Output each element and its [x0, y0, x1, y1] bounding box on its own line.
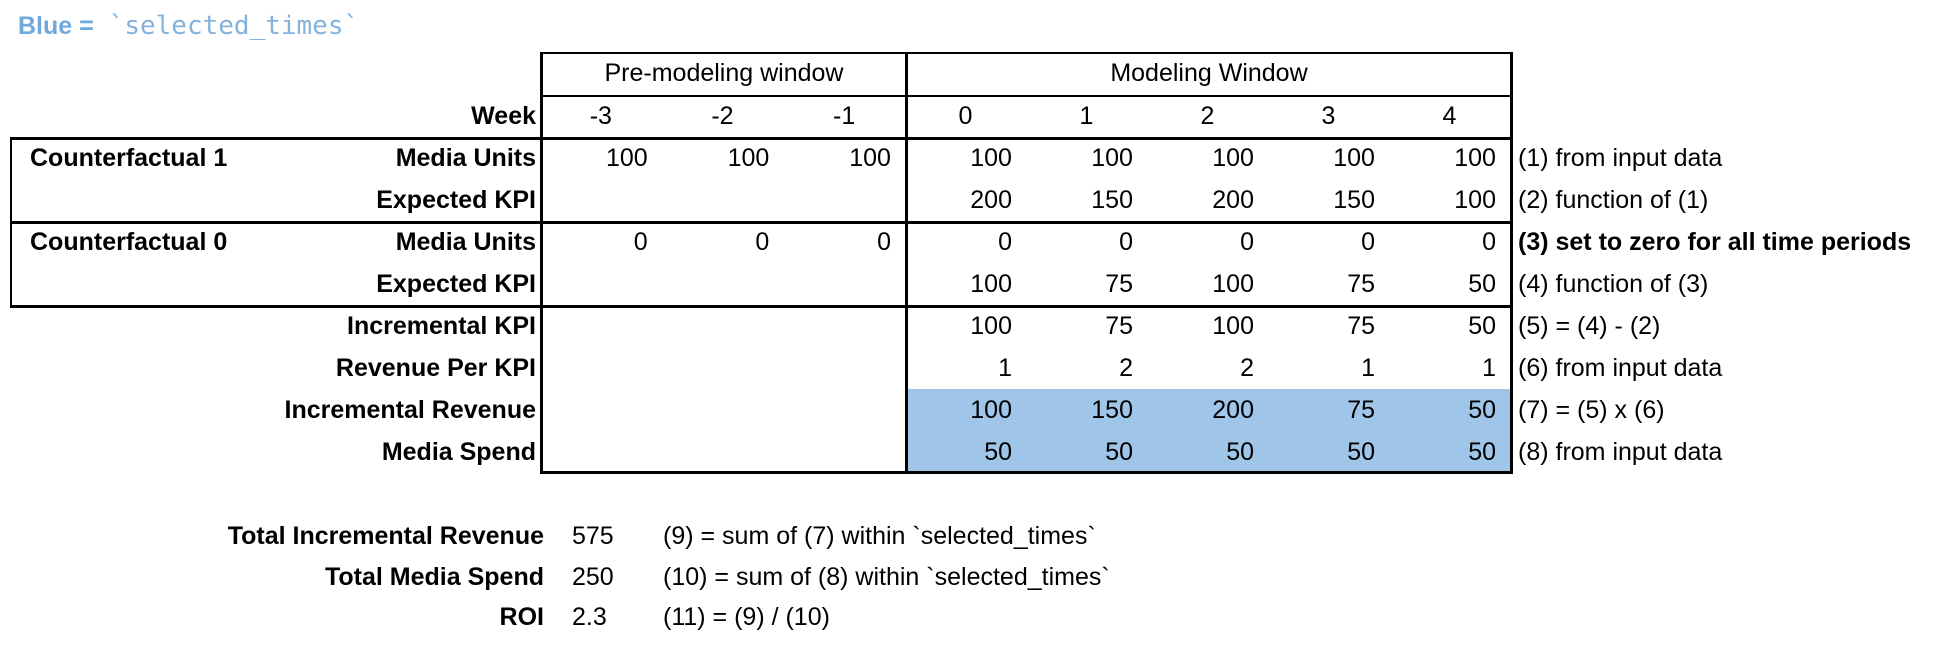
- week-row-label: [10, 95, 536, 137]
- summary-value-total-incremental-revenue: 575: [572, 522, 614, 550]
- week-tick: 4: [1442, 102, 1457, 130]
- group-label-counterfactual-1: Counterfactual 1: [30, 144, 228, 172]
- data-cell: 0: [877, 228, 891, 256]
- row-label: Media Spend: [381, 438, 536, 466]
- row-labels: [10, 389, 536, 431]
- row-labels: [10, 305, 536, 347]
- data-cell: 0: [633, 228, 648, 256]
- data-cell: 0: [998, 228, 1012, 256]
- data-cell: 200: [970, 186, 1012, 214]
- row-labels: [10, 347, 536, 389]
- table-row: [540, 305, 1510, 347]
- data-cell: 50: [1105, 438, 1133, 466]
- row-label: Expected KPI: [376, 186, 536, 214]
- row-label: Incremental Revenue: [284, 396, 536, 424]
- data-cell: 200: [1212, 396, 1254, 424]
- data-cell: 0: [1119, 228, 1133, 256]
- summary-formula-10: (10) = sum of (8) within `selected_times`: [663, 563, 1110, 591]
- caption-prefix: Blue =: [18, 12, 94, 40]
- pre-modeling-window-header: Pre-modeling window: [604, 59, 844, 87]
- empty-pre-cells: [540, 431, 905, 473]
- data-cell: 150: [1091, 186, 1133, 214]
- row-labels: [10, 137, 536, 179]
- data-cell: 1: [998, 354, 1012, 382]
- data-cell: 100: [1212, 270, 1254, 298]
- week-tick: 1: [1079, 102, 1094, 130]
- empty-pre-cells: [540, 389, 905, 431]
- summary-label-roi: ROI: [499, 603, 544, 631]
- data-cell: 50: [1468, 312, 1496, 340]
- row-labels: [10, 263, 536, 305]
- data-cell: 0: [1361, 228, 1375, 256]
- data-cell: 50: [1468, 270, 1496, 298]
- data-cell: 0: [1482, 228, 1496, 256]
- empty-pre-cells: [540, 347, 905, 389]
- summary-value-total-media-spend: 250: [572, 563, 614, 591]
- data-cell: 100: [605, 144, 648, 172]
- summary-label-total-media-spend: Total Media Spend: [325, 563, 544, 591]
- row-labels: [10, 179, 536, 221]
- row-annotation: (7) = (5) x (6): [1518, 396, 1665, 424]
- week-tick: 0: [958, 102, 973, 130]
- caption-selected-times-code: `selected_times`: [108, 11, 360, 41]
- table-row-highlighted: [540, 389, 1510, 431]
- data-cell: 75: [1347, 396, 1375, 424]
- group-label-counterfactual-0: Counterfactual 0: [30, 228, 228, 256]
- data-cell: 50: [984, 438, 1012, 466]
- row-annotation: (6) from input data: [1518, 354, 1723, 382]
- row-labels: [10, 221, 536, 263]
- week-tick: -1: [833, 102, 856, 130]
- data-cell: 1: [1482, 354, 1496, 382]
- summary-value-roi: 2.3: [572, 603, 607, 631]
- row-annotation: (5) = (4) - (2): [1518, 312, 1661, 340]
- data-cell: 100: [970, 396, 1012, 424]
- table-row: [540, 179, 1510, 221]
- row-annotation: (8) from input data: [1518, 438, 1723, 466]
- data-cell: 50: [1468, 396, 1496, 424]
- data-cell: 0: [755, 228, 770, 256]
- row-label: Expected KPI: [376, 270, 536, 298]
- data-cell: 75: [1105, 270, 1133, 298]
- row-label: Incremental KPI: [347, 312, 536, 340]
- data-cell: 2: [1119, 354, 1133, 382]
- data-cell: 100: [727, 144, 770, 172]
- row-label: Media Units: [395, 144, 536, 172]
- row-labels: [10, 431, 536, 473]
- row-annotation: (3) set to zero for all time periods: [1518, 228, 1912, 256]
- data-cell: 75: [1105, 312, 1133, 340]
- data-cell: 200: [1212, 186, 1254, 214]
- table-row: [540, 347, 1510, 389]
- data-cell: 150: [1333, 186, 1375, 214]
- summary-label-total-incremental-revenue: Total Incremental Revenue: [227, 522, 544, 550]
- summary-formula-9: (9) = sum of (7) within `selected_times`: [663, 522, 1096, 550]
- data-cell: 50: [1468, 438, 1496, 466]
- modeling-window-header: Modeling Window: [1110, 59, 1308, 87]
- data-cell: 100: [970, 270, 1012, 298]
- data-cell: 50: [1347, 438, 1375, 466]
- week-tick: 3: [1321, 102, 1336, 130]
- table-row: [540, 263, 1510, 305]
- data-cell: 100: [970, 144, 1012, 172]
- empty-pre-cells: [540, 263, 905, 305]
- row-annotation: (2) function of (1): [1518, 186, 1709, 214]
- data-cell: 50: [1226, 438, 1254, 466]
- data-cell: 100: [1212, 144, 1254, 172]
- week-row: [540, 95, 1510, 137]
- data-cell: 100: [1212, 312, 1254, 340]
- data-cell: 75: [1347, 270, 1375, 298]
- data-cell: 100: [970, 312, 1012, 340]
- empty-pre-cells: [540, 305, 905, 347]
- summary-formula-11: (11) = (9) / (10): [663, 603, 830, 631]
- data-cell: 1: [1361, 354, 1375, 382]
- week-tick: -3: [589, 102, 612, 130]
- data-cell: 100: [1454, 186, 1496, 214]
- row-label: Revenue Per KPI: [335, 354, 536, 382]
- row-annotation: (1) from input data: [1518, 144, 1723, 172]
- data-cell: 100: [849, 144, 891, 172]
- data-cell: 75: [1347, 312, 1375, 340]
- row-annotation: (4) function of (3): [1518, 270, 1709, 298]
- week-tick: -2: [711, 102, 734, 130]
- caption: [18, 8, 359, 44]
- empty-pre-cells: [540, 179, 905, 221]
- row-label: Media Units: [395, 228, 536, 256]
- data-cell: 100: [1333, 144, 1375, 172]
- data-cell: 100: [1091, 144, 1133, 172]
- week-label: Week: [471, 102, 536, 130]
- table-row: [540, 221, 1510, 263]
- border-vertical-right: [1510, 52, 1513, 473]
- data-cell: 150: [1091, 396, 1133, 424]
- data-cell: 2: [1240, 354, 1254, 382]
- table-row-highlighted: [540, 431, 1510, 473]
- data-cell: 100: [1454, 144, 1496, 172]
- week-tick: 2: [1200, 102, 1215, 130]
- data-cell: 0: [1240, 228, 1254, 256]
- table-row: [540, 137, 1510, 179]
